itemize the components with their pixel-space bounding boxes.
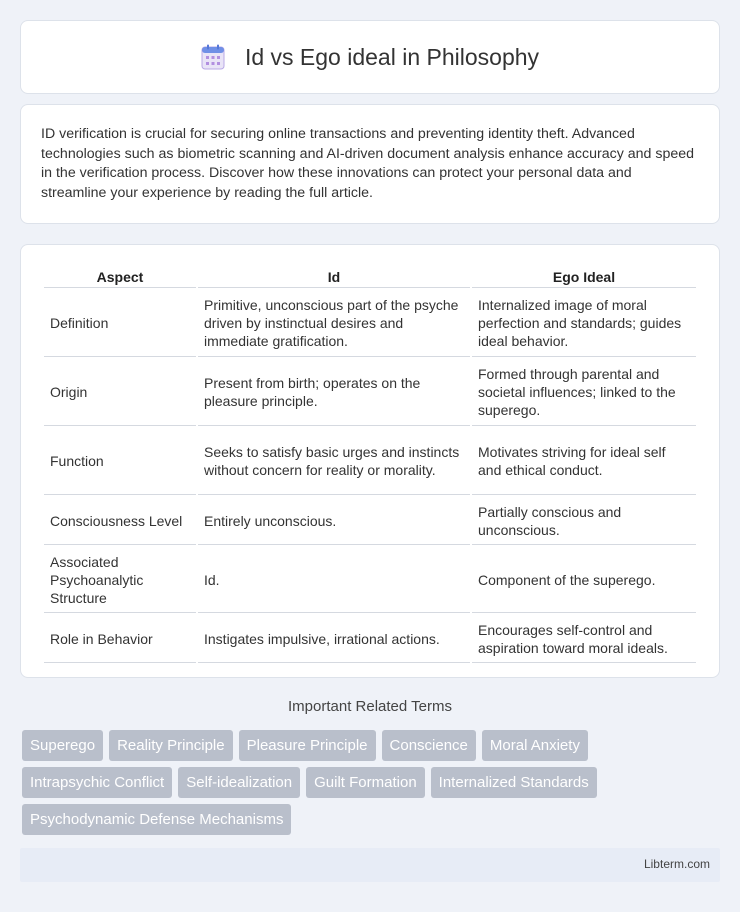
table-cell: Id. <box>198 547 470 613</box>
table-row <box>44 497 696 545</box>
table-cell: Motivates striving for ideal self and ethical conduct. <box>472 428 696 495</box>
header-aspect: Aspect <box>44 267 196 288</box>
table-row <box>44 428 696 495</box>
tag-superego[interactable]: Superego <box>22 730 103 761</box>
tag-conscience[interactable]: Conscience <box>382 730 476 761</box>
tag-psychodynamic-defense-mechanisms[interactable]: Psychodynamic Defense Mechanisms <box>22 804 291 835</box>
comparison-table <box>42 265 698 665</box>
table-cell: Consciousness Level <box>44 497 196 545</box>
intro-card <box>20 104 720 224</box>
table-cell: Instigates impulsive, irrational actions. <box>198 615 470 663</box>
table-cell: Component of the superego. <box>472 547 696 613</box>
tag-moral-anxiety[interactable]: Moral Anxiety <box>482 730 588 761</box>
tag-intrapsychic-conflict[interactable]: Intrapsychic Conflict <box>22 767 172 798</box>
footer <box>20 848 720 882</box>
title-card <box>20 20 720 94</box>
tag-pleasure-principle[interactable]: Pleasure Principle <box>239 730 376 761</box>
related-terms-title: Important Related Terms <box>288 698 452 715</box>
table-header-row <box>44 267 696 288</box>
page-title: Id vs Ego ideal in Philosophy <box>244 43 540 70</box>
tag-internalized-standards[interactable]: Internalized Standards <box>431 767 597 798</box>
table-cell: Definition <box>44 290 196 357</box>
table-row <box>44 547 696 613</box>
table-row <box>44 290 696 357</box>
table-cell: Primitive, unconscious part of the psyche driven by instinctual desires and immediate gratification. <box>198 290 470 357</box>
table-cell: Present from birth; operates on the pleasure principle. <box>198 359 470 426</box>
table-cell: Role in Behavior <box>44 615 196 663</box>
comparison-card <box>20 244 720 678</box>
table-cell: Origin <box>44 359 196 426</box>
intro-text: ID verification is crucial for securing online transactions and preventing identity theft. Advanced technologies such as biometric scanning and AI-driven document analysis enhance accuracy and speed in the verification process. Discover how these innovations can protect your personal data and streamline your experience by reading the full article. <box>41 126 695 201</box>
table-cell: Partially conscious and unconscious. <box>472 497 696 545</box>
table-row <box>44 359 696 426</box>
table-cell: Encourages self-control and aspiration toward moral ideals. <box>472 615 696 663</box>
tag-guilt-formation[interactable]: Guilt Formation <box>306 767 425 798</box>
related-terms-list <box>22 730 722 841</box>
table-cell: Formed through parental and societal influences; linked to the superego. <box>472 359 696 426</box>
tag-reality-principle[interactable]: Reality Principle <box>109 730 233 761</box>
header-ego-ideal: Ego Ideal <box>472 267 696 288</box>
calendar-icon <box>201 44 225 70</box>
table-cell: Entirely unconscious. <box>198 497 470 545</box>
table-row <box>44 615 696 663</box>
tag-self-idealization[interactable]: Self-idealization <box>178 767 300 798</box>
table-cell: Seeks to satisfy basic urges and instincts without concern for reality or morality. <box>198 428 470 495</box>
table-cell: Associated Psychoanalytic Structure <box>44 547 196 613</box>
table-cell: Function <box>44 428 196 495</box>
header-id: Id <box>198 267 470 288</box>
table-cell: Internalized image of moral perfection and standards; guides ideal behavior. <box>472 290 696 357</box>
footer-site-link[interactable]: Libterm.com <box>643 857 710 871</box>
